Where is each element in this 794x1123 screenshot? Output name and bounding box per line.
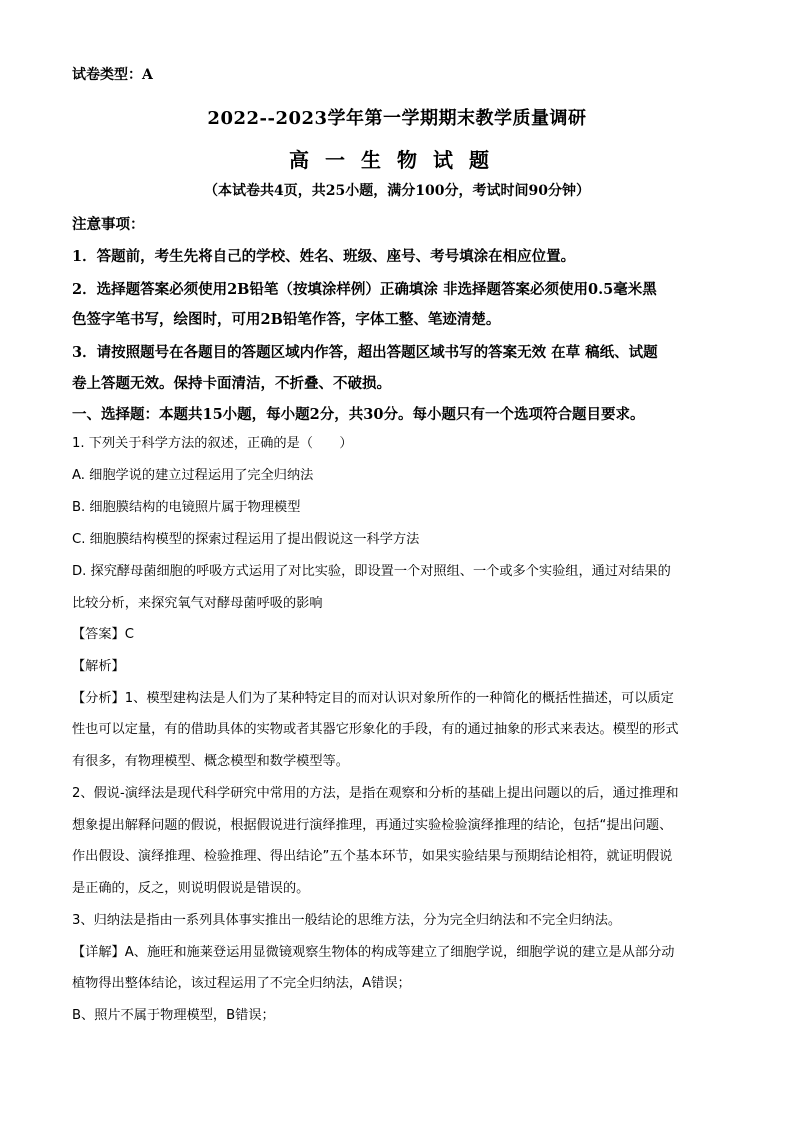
analysis-line: 植物得出整体结论，该过程运用了不完全归纳法，A错误；	[72, 976, 411, 991]
question-option: B. 细胞膜结构的电镜照片属于物理模型	[72, 500, 301, 515]
analysis-line: B、照片不属于物理模型，B错误；	[72, 1008, 275, 1023]
analysis-line: 【详解】A、施旺和施莱登运用显微镜观察生物体的构成等建立了细胞学说，细胞学说的建立是从部分动	[72, 945, 675, 960]
notice-line: 色签字笔书写，绘图时，可用2B铅笔作答，字体工整、笔迹清楚。	[72, 311, 501, 328]
notice-line: 2．选择题答案必须使用2B铅笔（按填涂样例）正确填涂 非选择题答案必须使用0.5毫米黑	[72, 281, 657, 298]
notice-line: 卷上答题无效。保持卡面清洁，不折叠、不破损。	[72, 375, 391, 392]
question-option: C. 细胞膜结构模型的探索过程运用了提出假说这一科学方法	[72, 532, 420, 547]
analysis-line: 性也可以定量，有的借助具体的实物或者其器它形象化的手段，有的通过抽象的形式来表达。模型的形式	[72, 722, 679, 737]
analysis-line: 有很多，有物理模型、概念模型和数学模型等。	[72, 754, 349, 769]
question-stem: 1. 下列关于科学方法的叙述，正确的是（ ）	[72, 436, 353, 451]
answer-line: 【答案】C	[72, 627, 134, 642]
question-option: D. 探究酵母菌细胞的呼吸方式运用了对比实验，即设置一个对照组、一个或多个实验组，通过对结果的	[72, 564, 671, 579]
exam-title: 2022--2023学年第一学期期末教学质量调研	[207, 108, 587, 129]
question-option-continued: 比较分析，来探究氧气对酵母菌呼吸的影响	[72, 596, 323, 611]
analysis-heading: 【解析】	[72, 659, 125, 674]
exam-info: （本试卷共4页，共25小题，满分100分，考试时间90分钟）	[204, 183, 590, 199]
analysis-line: 作出假设、演绎推理、检验推理、得出结论”五个基本环节，如果实验结果与预期结论相符，就证明假说	[72, 849, 673, 864]
notice-heading: 注意事项：	[72, 216, 145, 233]
exam-subject-title: 高一生物试题	[289, 148, 505, 172]
analysis-line: 是正确的，反之，则说明假说是错误的。	[72, 881, 310, 896]
analysis-line: 3、归纳法是指由一系列具体事实推出一般结论的思维方法，分为完全归纳法和不完全归纳法。	[72, 913, 622, 928]
question-option: A. 细胞学说的建立过程运用了完全归纳法	[72, 468, 314, 483]
analysis-line: 想象提出解释问题的假说，根据假说进行演绎推理，再通过实验检验演绎推理的结论，包括“提出问题、	[72, 818, 673, 833]
paper-type-label: 试卷类型：A	[72, 67, 153, 83]
notice-line: 3．请按照题号在各题目的答题区域内作答，超出答题区域书写的答案无效 在草 稿纸、试题	[72, 344, 658, 361]
analysis-line: 【分析】1、模型建构法是人们为了某种特定目的而对认识对象所作的一种简化的概括性描述，可以质定	[72, 691, 674, 706]
notice-line: 1．答题前，考生先将自己的学校、姓名、班级、座号、考号填涂在相应位置。	[72, 248, 576, 265]
section-heading: 一、选择题：本题共15小题，每小题2分，共30分。每小题只有一个选项符合题目要求。	[72, 406, 645, 423]
analysis-line: 2、假说-演绎法是现代科学研究中常用的方法，是指在观察和分析的基础上提出问题以的后，通过推理和	[72, 786, 679, 801]
